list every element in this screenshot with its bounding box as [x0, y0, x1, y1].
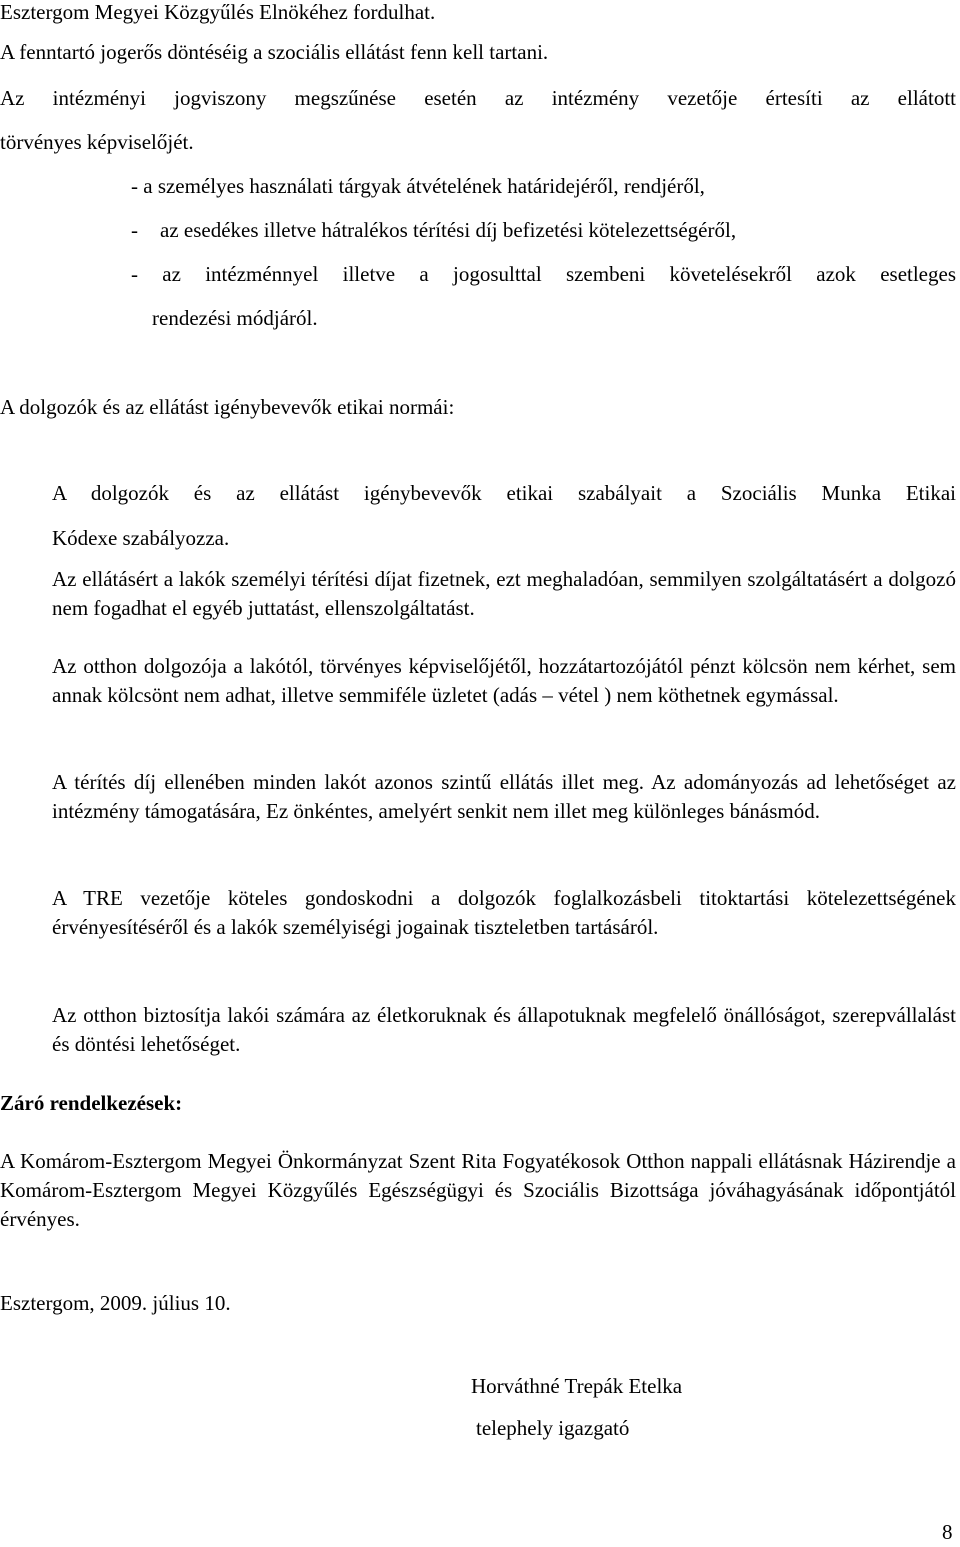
list-item-2: az esedékes illetve hátralékos térítési díj befizetési kötelezettségéről, — [160, 218, 737, 242]
ethics-paragraph-5: A TRE vezetője köteles gondoskodni a dolgozók foglalkozásbeli titoktartási kötelezettségének érvényesítéséről és a lakók személyiségi jogainak tiszteletben tartásáról. — [52, 886, 956, 939]
closing-text: A Komárom-Esztergom Megyei Önkormányzat Szent Rita Fogyatékosok Otthon nappali ellátásnak Házirendje a Komárom-Esztergom Megyei Közgyűlés Egészségügyi és Szociális Bizottsága jóváhagyásának időpontjától érvényes. — [0, 1149, 956, 1231]
ethics-paragraph-3: Az otthon dolgozója a lakótól, törvényes képviselőjétől, hozzátartozójától pénzt kölcsön nem kérhet, sem annak kölcsönt nem adhat, illetve semmiféle üzletet (adás – vétel ) nem köthetnek egymással. — [52, 654, 956, 707]
intro-line-3: Az intézményi jogviszony megszűnése esetén az intézmény vezetője értesíti az ellátott — [0, 86, 956, 110]
closing-heading: Záró rendelkezések: — [0, 1091, 183, 1115]
page-number: 8 — [942, 1520, 953, 1544]
list-item-1: - a személyes használati tárgyak átvételének határidejéről, rendjéről, — [131, 174, 705, 198]
intro-line-4: törvényes képviselőjét. — [0, 130, 194, 154]
ethics-paragraph-1: A dolgozók és az ellátást igénybevevők etikai szabályait a Szociális Munka Etikai — [52, 481, 956, 505]
intro-line-1: Esztergom Megyei Közgyűlés Elnökéhez fordulhat. — [0, 0, 436, 24]
place-date: Esztergom, 2009. július 10. — [0, 1291, 231, 1315]
list-item-2-dash: - — [131, 218, 138, 242]
signer-title: telephely igazgató — [476, 1416, 630, 1440]
ethics-paragraph-1-cont: Kódexe szabályozza. — [52, 526, 230, 550]
ethics-paragraph-6: Az otthon biztosítja lakói számára az életkoruknak és állapotuknak megfelelő önállóságot, szerepvállalást és döntési lehetőséget. — [52, 1003, 956, 1056]
list-item-3: - az intézménnyel illetve a jogosulttal szembeni követelésekről azok esetleges — [131, 262, 956, 286]
list-item-3-cont: rendezési módjáról. — [152, 306, 318, 330]
ethics-heading: A dolgozók és az ellátást igénybevevők etikai normái: — [0, 395, 455, 419]
intro-line-2: A fenntartó jogerős döntéséig a szociális ellátást fenn kell tartani. — [0, 40, 549, 64]
signer-name: Horváthné Trepák Etelka — [471, 1374, 683, 1398]
ethics-paragraph-2: Az ellátásért a lakók személyi térítési díjat fizetnek, ezt meghaladóan, semmilyen szolgáltatásért a dolgozó nem fogadhat el egyéb juttatást, ellenszolgáltatást. — [52, 567, 956, 620]
ethics-paragraph-4: A térítés díj ellenében minden lakót azonos szintű ellátás illet meg. Az adományozás ad lehetőséget az intézmény támogatására, Ez önkéntes, amelyért senkit nem illet meg különleges bánásmód. — [52, 770, 956, 823]
